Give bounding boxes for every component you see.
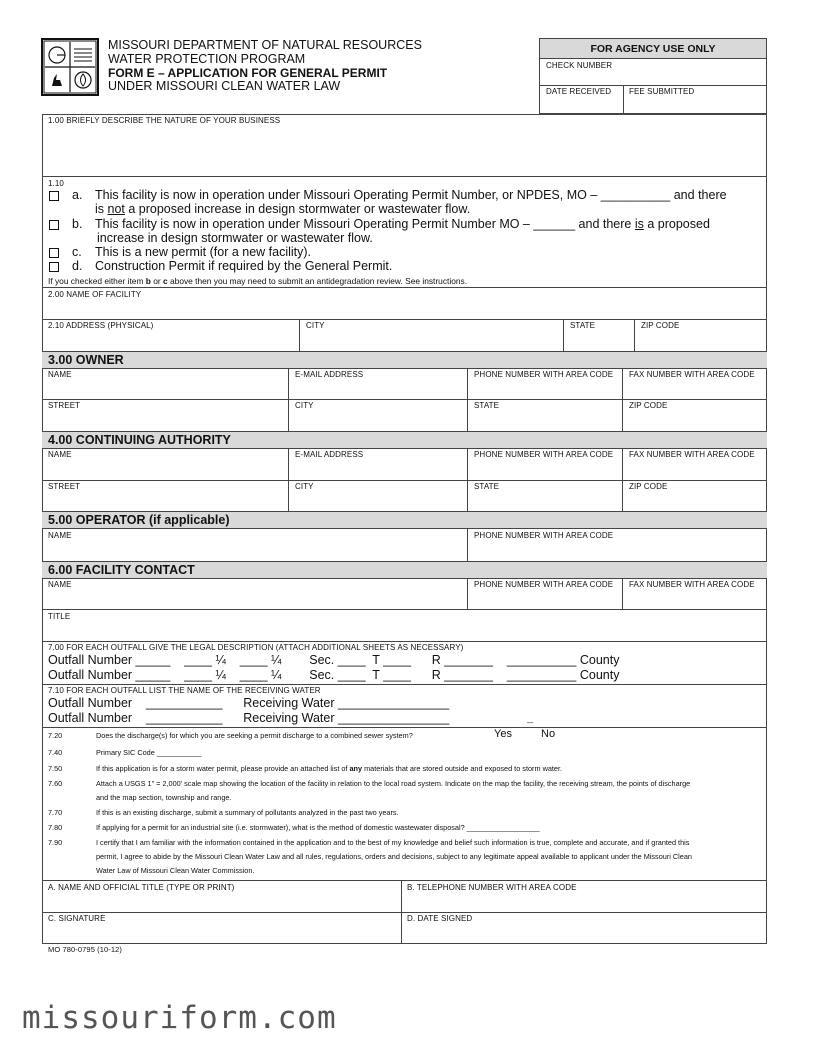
- outfall-legal-row-2[interactable]: Outfall Number _____ ____ ¼ ____ ¼ Sec. ____ T ____ R _______ __________ County: [48, 668, 620, 682]
- option-d-letter: d.: [72, 259, 83, 273]
- operator-phone-field[interactable]: PHONE NUMBER WITH AREA CODE: [474, 531, 614, 540]
- wastewater-disposal-field[interactable]: If applying for a permit for an industrial site (i.e. stormwater), what is the method of domestic wastewater disposal? __________________: [96, 823, 540, 832]
- authority-street-field[interactable]: STREET: [48, 482, 81, 491]
- facility-contact-section-header: 6.00 FACILITY CONTACT: [42, 561, 767, 579]
- authority-fax-field[interactable]: FAX NUMBER WITH AREA CODE: [629, 450, 755, 459]
- combined-sewer-yes[interactable]: Yes: [494, 728, 512, 740]
- owner-email-field[interactable]: E-MAIL ADDRESS: [295, 370, 364, 379]
- contact-title-field[interactable]: TITLE: [48, 612, 71, 621]
- certification-text-3: Water Law of Missouri Clean Water Commission.: [96, 866, 255, 875]
- checkbox-d[interactable]: [49, 262, 59, 272]
- item-7-50-number: 7.50: [48, 764, 63, 773]
- combined-sewer-no[interactable]: No: [541, 728, 556, 740]
- sic-code-field[interactable]: Primary SIC Code ___________: [96, 748, 202, 757]
- option-d-text: Construction Permit if required by the General Permit.: [95, 259, 393, 273]
- option-a-text-line2: is not a proposed increase in design stormwater or wastewater flow.: [95, 202, 471, 216]
- authority-name-field[interactable]: NAME: [48, 450, 72, 459]
- checkbox-b[interactable]: [49, 220, 59, 230]
- receiving-water-label: 7.10 FOR EACH OUTFALL LIST THE NAME OF THE RECEIVING WATER: [48, 686, 321, 695]
- authority-zip-field[interactable]: ZIP CODE: [629, 482, 668, 491]
- fee-submitted-field[interactable]: FEE SUBMITTED: [629, 87, 695, 96]
- check-number-field[interactable]: CHECK NUMBER: [546, 61, 613, 70]
- receiving-water-row-1[interactable]: Outfall Number ___________ Receiving Water ________________: [48, 696, 450, 710]
- option-c-text: This is a new permit (for a new facility).: [95, 245, 312, 259]
- header-program: WATER PROTECTION PROGRAM: [108, 52, 306, 66]
- option-a-text: This facility is now in operation under Missouri Operating Permit Number, or NPDES, MO – __________ and there: [95, 188, 727, 202]
- facility-city-field[interactable]: CITY: [306, 321, 325, 330]
- checkbox-c[interactable]: [49, 248, 59, 258]
- certification-text-2: permit, I agree to abide by the Missouri Clean Water Law and all rules, regulations, orders and decisions, subject to any legitimate appeal available to applicant under the Missouri Clean: [96, 852, 692, 861]
- option-c-letter: c.: [72, 245, 82, 259]
- owner-name-field[interactable]: NAME: [48, 370, 72, 379]
- agency-use-title: FOR AGENCY USE ONLY: [540, 39, 766, 59]
- signature-field[interactable]: C. SIGNATURE: [48, 914, 106, 923]
- item-7-20-number: 7.20: [48, 731, 63, 740]
- owner-city-field[interactable]: CITY: [295, 401, 314, 410]
- combined-sewer-no-mark: ¯: [527, 722, 534, 734]
- form-title: FORM E – APPLICATION FOR GENERAL PERMIT: [108, 66, 388, 80]
- item-7-80-number: 7.80: [48, 823, 63, 832]
- authority-phone-field[interactable]: PHONE NUMBER WITH AREA CODE: [474, 450, 614, 459]
- header-dept: MISSOURI DEPARTMENT OF NATURAL RESOURCES: [108, 38, 422, 52]
- owner-zip-field[interactable]: ZIP CODE: [629, 401, 668, 410]
- facility-state-field[interactable]: STATE: [570, 321, 596, 330]
- owner-phone-field[interactable]: PHONE NUMBER WITH AREA CODE: [474, 370, 614, 379]
- state-seal-logo: [41, 38, 99, 96]
- contact-name-field[interactable]: NAME: [48, 580, 72, 589]
- business-description-field[interactable]: 1.00 BRIEFLY DESCRIBE THE NATURE OF YOUR BUSINESS: [48, 116, 281, 125]
- antidegradation-note: If you checked either item b or c above then you may need to submit an antidegradation review. See instructions.: [48, 276, 468, 286]
- storm-water-materials-text: If this application is for a storm water permit, please provide an attached list of any materials that are stored outside and exposed to storm water.: [96, 764, 563, 773]
- watermark: missouriform.com: [22, 1000, 337, 1036]
- owner-section-header: 3.00 OWNER: [42, 351, 767, 369]
- legal-description-label: 7.00 FOR EACH OUTFALL GIVE THE LEGAL DESCRIPTION (ATTACH ADDITIONAL SHEETS AS NECESSARY): [48, 643, 464, 652]
- facility-name-field[interactable]: 2.00 NAME OF FACILITY: [48, 290, 142, 299]
- facility-address-field[interactable]: 2.10 ADDRESS (PHYSICAL): [48, 321, 154, 330]
- owner-street-field[interactable]: STREET: [48, 401, 81, 410]
- item-7-70-number: 7.70: [48, 808, 63, 817]
- option-b-text: This facility is now in operation under Missouri Operating Permit Number MO – ______ and there is a proposed: [95, 217, 710, 231]
- option-b-letter: b.: [72, 217, 83, 231]
- date-signed-field[interactable]: D. DATE SIGNED: [407, 914, 473, 923]
- receiving-water-row-2[interactable]: Outfall Number ___________ Receiving Water ________________: [48, 711, 450, 725]
- official-name-title-field[interactable]: A. NAME AND OFFICIAL TITLE (TYPE OR PRINT): [48, 883, 235, 892]
- owner-state-field[interactable]: STATE: [474, 401, 500, 410]
- pollutant-summary-text: If this is an existing discharge, submit a summary of pollutants analyzed in the past two years.: [96, 808, 399, 817]
- contact-phone-field[interactable]: PHONE NUMBER WITH AREA CODE: [474, 580, 614, 589]
- outfall-legal-row-1[interactable]: Outfall Number _____ ____ ¼ ____ ¼ Sec. ____ T ____ R _______ __________ County: [48, 653, 620, 667]
- item-7-40-number: 7.40: [48, 748, 63, 757]
- owner-fax-field[interactable]: FAX NUMBER WITH AREA CODE: [629, 370, 755, 379]
- option-a-letter: a.: [72, 188, 83, 202]
- contact-fax-field[interactable]: FAX NUMBER WITH AREA CODE: [629, 580, 755, 589]
- usgs-map-text: Attach a USGS 1" = 2,000' scale map showing the location of the facility in relation to the local road system. Indicate on the map the facility, the receiving stream, the points of discharge: [96, 779, 691, 788]
- authority-state-field[interactable]: STATE: [474, 482, 500, 491]
- form-number: MO 780-0795 (10-12): [48, 945, 123, 954]
- option-b-text-line2: increase in design stormwater or wastewater flow.: [97, 231, 373, 245]
- certification-text: I certify that I am familiar with the information contained in the application and to the best of my knowledge and belief such information is true, complete and accurate, and if granted this: [96, 838, 690, 847]
- usgs-map-text-2: and the map section, township and range.: [96, 793, 232, 802]
- operator-section-header: 5.00 OPERATOR (if applicable): [42, 511, 767, 529]
- authority-city-field[interactable]: CITY: [295, 482, 314, 491]
- continuing-authority-section-header: 4.00 CONTINUING AUTHORITY: [42, 431, 767, 449]
- item-7-60-number: 7.60: [48, 779, 63, 788]
- date-received-field[interactable]: DATE RECEIVED: [546, 87, 612, 96]
- combined-sewer-question: Does the discharge(s) for which you are seeking a permit discharge to a combined sewer system?: [96, 731, 413, 740]
- agency-use-box: [539, 38, 767, 114]
- item-1-10-number: 1.10: [48, 179, 64, 188]
- facility-zip-field[interactable]: ZIP CODE: [641, 321, 680, 330]
- signer-phone-field[interactable]: B. TELEPHONE NUMBER WITH AREA CODE: [407, 883, 577, 892]
- checkbox-a[interactable]: [49, 191, 59, 201]
- form-subtitle: UNDER MISSOURI CLEAN WATER LAW: [108, 79, 341, 93]
- operator-name-field[interactable]: NAME: [48, 531, 72, 540]
- authority-email-field[interactable]: E-MAIL ADDRESS: [295, 450, 364, 459]
- item-7-90-number: 7.90: [48, 838, 63, 847]
